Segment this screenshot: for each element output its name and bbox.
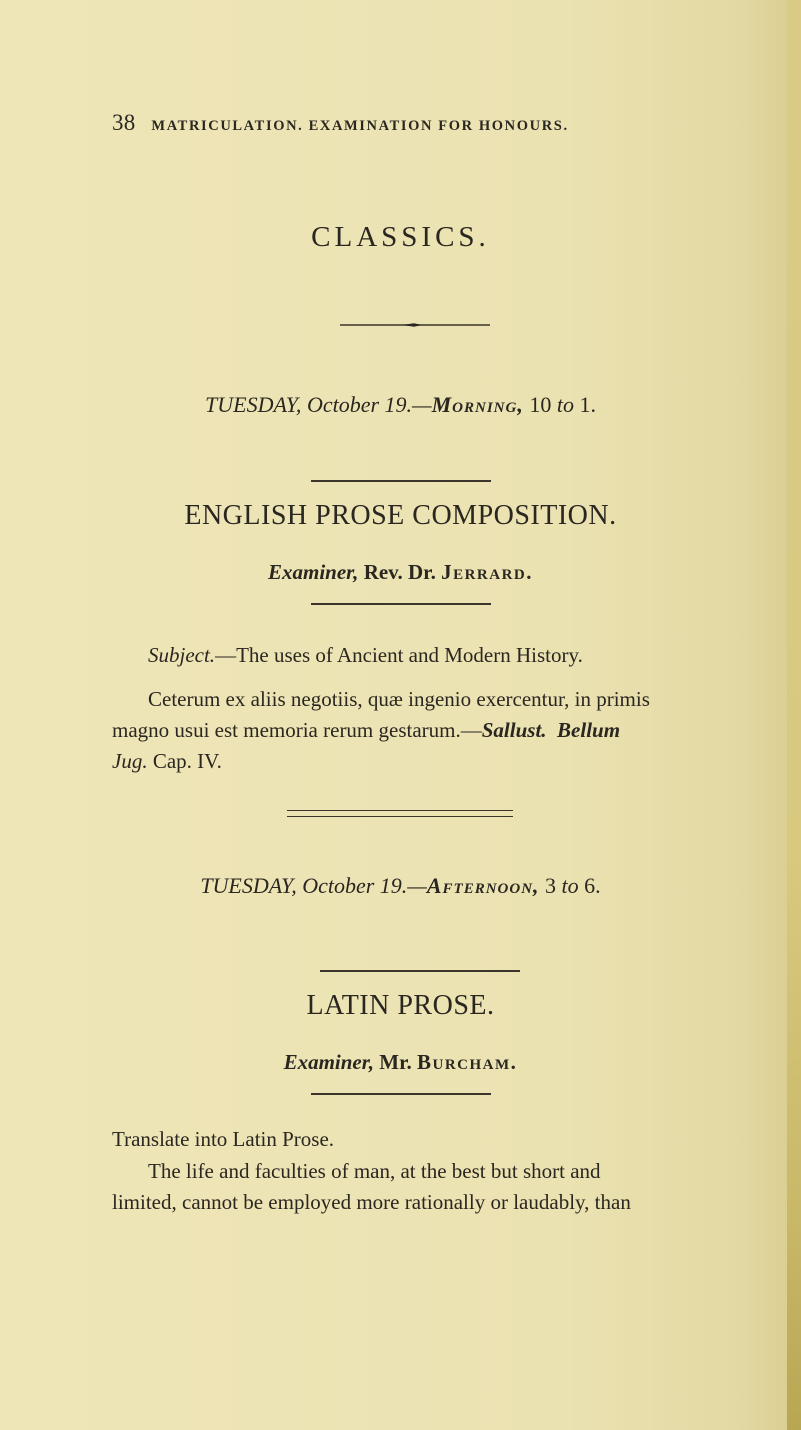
separator-rule — [320, 970, 520, 972]
separator-rule — [311, 603, 491, 605]
morning-day: TUESDAY, — [205, 392, 302, 417]
instruction-paragraph — [112, 1124, 712, 1155]
afternoon-date: October 19.— — [302, 873, 427, 898]
afternoon-time-from: 3 — [545, 873, 557, 898]
double-separator-rule — [287, 810, 513, 817]
subject-paragraph — [112, 640, 712, 671]
separator-rule — [311, 480, 491, 482]
quote-reference: Cap. IV. — [152, 749, 222, 773]
subject-line — [112, 640, 712, 671]
afternoon-time-to: 6. — [584, 873, 601, 898]
quote-paragraph — [112, 684, 712, 777]
quote-line-3 — [112, 746, 712, 777]
separator-rule — [311, 1093, 491, 1095]
morning-time-from: 10 — [529, 392, 552, 417]
running-title: MATRICULATION. EXAMINATION FOR HONOURS. — [151, 118, 569, 134]
morning-to: to — [556, 392, 574, 417]
afternoon-period: Afternoon, — [426, 873, 540, 898]
examiner-name: Burcham. — [417, 1050, 518, 1074]
quote-author: Sallust. — [481, 718, 547, 742]
quote-line-2 — [112, 715, 712, 746]
page-number: 38 — [112, 110, 136, 135]
morning-time-to: 1. — [579, 392, 596, 417]
quote-work-part1: Bellum — [557, 718, 621, 742]
examiner-label: Examiner, — [267, 560, 359, 584]
morning-session-line — [0, 392, 801, 418]
examiner-line-english — [0, 560, 801, 585]
running-head — [112, 110, 569, 136]
afternoon-to: to — [561, 873, 579, 898]
passage-line-2: limited, cannot be employed more rationally or laudably, than — [112, 1190, 631, 1214]
paper-title-english-prose: ENGLISH PROSE COMPOSITION. — [184, 500, 617, 531]
morning-date: October 19.— — [306, 392, 432, 417]
instruction-text: Translate into Latin Prose. — [112, 1127, 335, 1151]
examiner-label: Examiner, — [283, 1050, 375, 1074]
section-title: CLASSICS. — [311, 221, 490, 253]
quote-line-2-text: magno usui est memoria rerum gestarum.— — [112, 718, 482, 742]
paper-title-latin-prose: LATIN PROSE. — [306, 990, 495, 1021]
examiner-prefix: Rev. Dr. — [363, 560, 436, 584]
examiner-name: Jerrard. — [441, 560, 533, 584]
afternoon-day: TUESDAY, — [200, 873, 297, 898]
ornamental-rule — [340, 320, 490, 330]
passage-paragraph — [112, 1156, 712, 1218]
page-edge-stain — [787, 0, 801, 1430]
morning-period: Morning, — [431, 392, 524, 417]
afternoon-session-line — [0, 873, 801, 899]
quote-work-part2: Jug. — [112, 749, 148, 773]
subject-text: —The uses of Ancient and Modern History. — [215, 643, 583, 667]
examiner-line-latin — [0, 1050, 801, 1075]
examiner-prefix: Mr. — [379, 1050, 412, 1074]
subject-label: Subject. — [148, 643, 216, 667]
passage-line-1: The life and faculties of man, at the best but short and — [148, 1159, 601, 1183]
quote-line-1: Ceterum ex aliis negotiis, quæ ingenio exercentur, in primis — [148, 687, 650, 711]
